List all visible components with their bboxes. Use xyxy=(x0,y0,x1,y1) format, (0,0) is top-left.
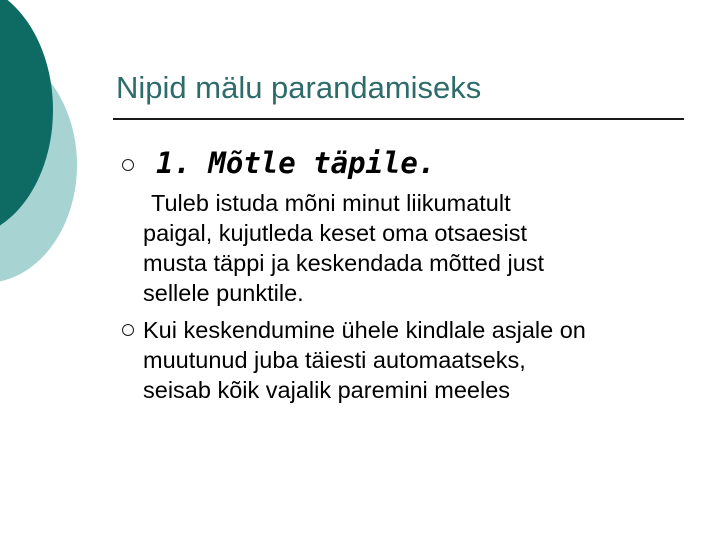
body-line: muutunud juba täiesti automaatseks, xyxy=(143,347,526,373)
body-line: sellele punktile. xyxy=(143,280,304,306)
item-body-text xyxy=(143,188,693,308)
item-body-text xyxy=(143,315,693,405)
body-line: paigal, kujutleda keset oma otsaesist xyxy=(143,220,528,246)
corner-decoration xyxy=(0,0,120,300)
body-line: musta täppi ja keskendada mõtted just xyxy=(143,250,545,276)
bullet-circle-icon xyxy=(122,324,134,336)
body-line: Tuleb istuda mõni minut liikumatult xyxy=(151,190,511,216)
slide-title: Nipid mälu parandamiseks xyxy=(116,70,482,105)
bullet-circle-icon xyxy=(122,159,134,171)
title-divider xyxy=(113,118,684,120)
body-line: seisab kõik vajalik paremini meeles xyxy=(143,377,511,403)
body-line: Kui keskendumine ühele kindlale asjale on xyxy=(143,317,586,343)
item-heading: 1. Mõtle täpile. xyxy=(156,146,436,180)
